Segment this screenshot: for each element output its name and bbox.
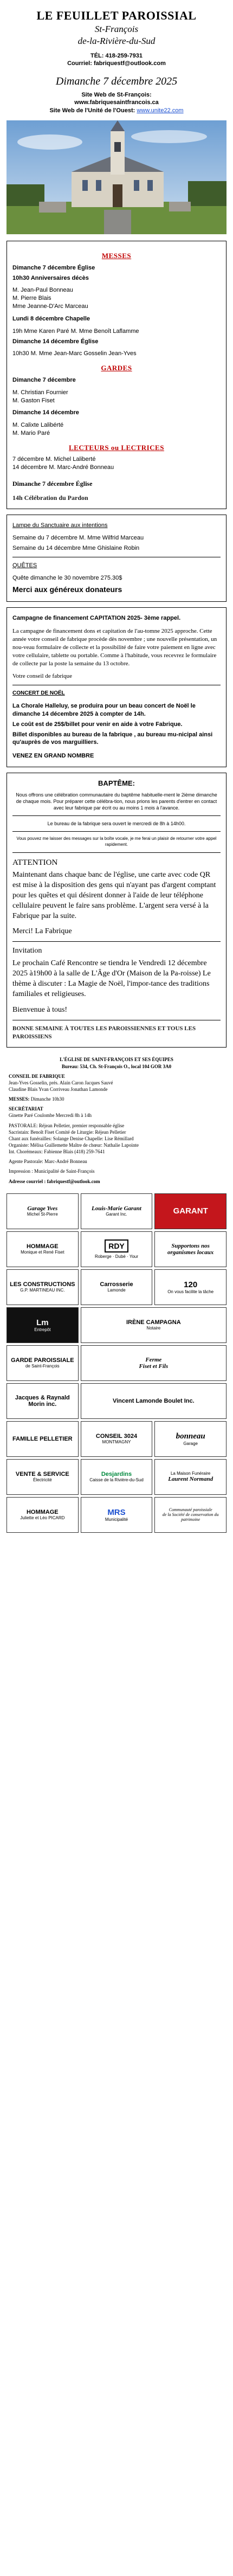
ad-line: de Saint-François	[25, 1364, 60, 1369]
concert-body-4: VENEZ EN GRAND NOMBRE	[12, 753, 94, 760]
bulletin-date: Dimanche 7 décembre 2025	[55, 75, 178, 87]
ad-hommage-fiset[interactable]	[7, 1231, 79, 1267]
quete-line: Quête dimanche le 30 novembre 275.30$	[12, 574, 122, 581]
capitation-box	[7, 607, 226, 767]
web-label: Site Web de St-François:	[81, 91, 152, 98]
ad-title: Vincent Lamonde Boulet Inc.	[112, 1397, 195, 1404]
ad-120[interactable]	[154, 1269, 226, 1305]
ad-title: Supportons nos	[171, 1242, 210, 1249]
messes-info-label: MESSES:	[9, 1096, 30, 1102]
ad-hommage-picard[interactable]	[7, 1497, 79, 1533]
invite-title: Invitation	[12, 947, 42, 955]
conseil-title: CONSEIL DE FABRIQUE	[9, 1073, 65, 1079]
conseil-line: Claudine Blais Yvan Corriveau Jonathan Lamonde	[9, 1086, 108, 1092]
ad-line: de la Société de conservation du patrimoine	[162, 1512, 219, 1523]
secretariat-value: Ginette Paré Coulombe Mercredi 8h à 14h	[9, 1113, 92, 1119]
lecteurs-heading: LECTEURS ou LECTRICES	[69, 443, 164, 452]
ad-title: GARDE PAROISSIALE	[11, 1357, 74, 1364]
messes-line: 10h30 Anniversaires décès	[12, 274, 89, 281]
ad-title: MRS	[107, 1507, 126, 1517]
ad-line: Garage	[183, 1441, 198, 1446]
ad-mrs[interactable]	[81, 1497, 153, 1533]
bulletin-title: LE FEUILLET PAROISSIAL	[36, 9, 197, 22]
lecteurs-line: 14 décembre M. Marc-André Bonneau	[12, 464, 114, 471]
gardes-line: Dimanche 14 décembre	[12, 409, 79, 416]
messes-line: 19h Mme Karen Paré M. Mme Benoît Laflamme	[12, 327, 139, 335]
ad-title: HOMMAGE	[26, 1243, 59, 1250]
invite-welcome: Bienvenue à tous!	[12, 1005, 68, 1014]
messes-line: M. Jean-Paul Bonneau	[12, 287, 73, 294]
bulletin-header	[7, 3, 226, 115]
ad-title: Lm	[36, 1318, 49, 1327]
ad-line: G.P. MARTINEAU INC.	[20, 1288, 65, 1293]
email-row	[7, 60, 226, 67]
secretariat-label: SECRÉTARIAT	[9, 1106, 43, 1112]
pardon-title: Dimanche 7 décembre Église	[12, 480, 93, 488]
voicemail-note: Vous pouvez me laisser des messages sur la boîte vocale, je me ferai un plaisir de retourner votre appel rapidement.	[16, 836, 217, 847]
ad-supportons[interactable]	[154, 1231, 226, 1267]
chant-line: Chant aux funérailles: Solange Denise Chapelle: Lise Rémillard	[9, 1135, 134, 1141]
gardes-line: M. Mario Paré	[12, 430, 50, 437]
ad-desjardins[interactable]	[81, 1459, 153, 1495]
divider	[12, 941, 221, 942]
messes-line: Lundi 8 décembre Chapelle	[12, 315, 90, 322]
ad-garant[interactable]	[154, 1193, 226, 1229]
unite-link[interactable]: www.unite22.com	[137, 107, 184, 114]
team-title-2: Bureau: 534, Ch. St-François O., local 104 GOR 3A0	[61, 1063, 172, 1069]
ad-line: Garant Inc.	[106, 1212, 127, 1217]
concert-body-1: La Chorale Halleluy, se produira pour un beau concert de Noël le dimanche 14 décembre 2025 à compter de 14h.	[12, 703, 196, 717]
ad-line: Lamonde	[107, 1288, 126, 1293]
ad-title: IRÈNE CAMPAGNA	[126, 1319, 181, 1326]
lampe-line: Semaine du 14 décembre Mme Ghislaine Robin	[12, 545, 140, 552]
gardes-line: M. Gaston Fiset	[12, 397, 55, 404]
web-url[interactable]: www.fabriquesaintfrancois.ca	[74, 99, 159, 106]
messes-box	[7, 241, 226, 509]
church-photo	[7, 120, 226, 234]
sponsor-ads	[7, 1193, 226, 1533]
ad-line: Électricité	[33, 1477, 52, 1483]
ad-title: bonneau	[176, 1431, 205, 1441]
email-address[interactable]: fabriquestf@outlook.com	[93, 60, 166, 67]
ad-conseil-3024[interactable]	[81, 1421, 153, 1457]
messes-info	[9, 1096, 224, 1102]
parish-team	[7, 1053, 226, 1187]
email-line: Adresse courriel : fabriquestf@outlook.com	[9, 1178, 100, 1184]
ad-title: VENTE & SERVICE	[15, 1471, 69, 1478]
office-hours: Le bureau de la fabrique sera ouvert le mercredi de 8h à 14h00.	[47, 821, 186, 827]
ad-line: Caisse de la Rivière-du-Sud	[89, 1477, 144, 1483]
divider	[12, 831, 221, 832]
bapteme-body: Nous offrons une célébration communautaire du baptême habituelle-ment le 2ième dimanche de chaque mois. Pour préparer cette célébra-tion, nous prions les parents d'entrer en contact avec leur fabrique par écrit ou au moins 1 mois à l'avance.	[16, 792, 217, 811]
messes-line: Dimanche 14 décembre Église	[12, 338, 99, 345]
contact-block	[7, 52, 226, 68]
ad-title: Garage Yves	[27, 1205, 58, 1212]
conseil-line: Jean-Yves Gosselin, prés. Alain Caron Jacques Sauvé	[9, 1080, 113, 1085]
ad-vincent-lamonde[interactable]	[81, 1383, 226, 1419]
messes-line: Mme Jeanne-D'Arc Marceau	[12, 303, 88, 310]
ad-famille-pelletier[interactable]	[7, 1421, 79, 1457]
team-title-1: L'ÉGLISE DE SAINT-FRANÇOIS ET SES ÉQUIPES	[60, 1057, 173, 1063]
divider	[12, 815, 221, 816]
ad-line: Municipalité	[105, 1517, 128, 1522]
pastoral-line: PASTORALE: Réjean Pelletier, premier responsable église	[9, 1122, 125, 1128]
attention-body: Maintenant dans chaque banc de l'église, une carte avec code QR est mise à la disposition des gens qui n'ayant pas d'argent comptant pour les quêtes et qui désirent donner à l'aide de leur téléphone cellulaire peuvent le faire sans problème. L'argent sera versé à la Fabrique par la suite.	[12, 871, 216, 920]
agent-line: Agente Pastorale: Marc-André Bonneau	[9, 1159, 87, 1165]
ad-carrosserie[interactable]	[81, 1269, 153, 1305]
ad-line: Entrepôt	[34, 1327, 51, 1332]
capitation-title: Campagne de financement CAPITATION 2025- 3ème rappel.	[12, 614, 181, 621]
messes-info-value: Dimanche 10h30	[30, 1096, 64, 1102]
ad-line: Fiset et Fils	[139, 1363, 169, 1370]
ad-title: Carrosserie	[100, 1281, 133, 1288]
ad-maison-funeraire[interactable]	[154, 1459, 226, 1495]
quetes-label: QUÊTES	[12, 562, 37, 569]
sacristain-line: Sacristain: Benoît Fiset Comité de Liturgie: Réjean Pelletier	[9, 1129, 126, 1135]
ad-martineau[interactable]	[7, 1269, 79, 1305]
unite-row	[7, 107, 226, 115]
ad-line: On vous facilite la tâche	[167, 1289, 214, 1294]
parish-name-line1: St-François	[94, 24, 139, 34]
ad-rdy[interactable]	[81, 1231, 153, 1267]
ad-garage-yves[interactable]	[7, 1193, 79, 1229]
ad-title: HOMMAGE	[26, 1509, 59, 1516]
ad-title: Desjardins	[101, 1471, 132, 1478]
concert-body-3: Billet disponibles au bureau de la fabrique , au bureau mu-nicipal ainsi qu'auprès de vos marguilliers.	[12, 731, 213, 746]
ad-campagna[interactable]	[81, 1307, 226, 1343]
ad-line: Michel St-Pierre	[27, 1212, 58, 1217]
ad-line: Laurent Normand	[168, 1476, 213, 1483]
ad-title: 120	[184, 1280, 198, 1289]
ad-title: CONSEIL 3024	[95, 1433, 138, 1440]
lecteurs-line: 7 décembre M. Michel Laliberté	[12, 456, 96, 463]
phone-number: TÉL: 418-259-7931	[90, 53, 143, 59]
attention-thanks: Merci! La Fabrique	[12, 927, 72, 936]
ad-title: FAMILLE PELLETIER	[12, 1435, 73, 1442]
gardes-line: M. Calixte Lalibérté	[12, 422, 64, 429]
ad-line: Notaire	[146, 1326, 161, 1331]
ad-line: Roberge · Dubé · Your	[94, 1254, 139, 1259]
ad-line: MONTMAGNY	[102, 1440, 131, 1445]
ad-title: Jacques & Raynald Morin inc.	[15, 1394, 70, 1408]
ad-title: Louis-Marie Garant	[91, 1205, 141, 1212]
ad-title: La Maison Funéraire	[170, 1471, 211, 1476]
attention-title: ATTENTION	[12, 858, 58, 867]
chorale-line: Int. Chorémeaux: Fabienne Blais (418) 259-7641	[9, 1149, 105, 1155]
gardes-line: Dimanche 7 décembre	[12, 376, 76, 383]
ad-morin[interactable]	[7, 1383, 79, 1419]
imprimerie-line: Impression : Municipalité de Saint-François	[9, 1168, 95, 1174]
concert-body-2: Le coût est de 25$/billet pour venir en aide à votre Fabrique.	[12, 721, 183, 728]
unite-label: Site Web de l'Unité de l'Ouest:	[49, 107, 135, 114]
messes-line: 10h30 M. Mme Jean-Marc Gosselin Jean-Yves	[12, 350, 137, 357]
messes-line: Dimanche 7 décembre Église	[12, 264, 95, 271]
lampe-line: Semaine du 7 décembre M. Mme Wilfrid Marceau	[12, 535, 144, 542]
ad-title: Ferme	[145, 1356, 162, 1363]
ad-title: GARANT	[173, 1206, 208, 1216]
lampe-box	[7, 515, 226, 601]
ad-louis-marie-garant[interactable]	[81, 1193, 153, 1229]
lampe-title: Lampe du Sanctuaire aux intentions	[12, 522, 108, 529]
concert-title: CONCERT DE NOËL	[12, 690, 65, 696]
capitation-closing: Votre conseil de fabrique	[12, 672, 73, 679]
messes-heading: MESSES	[101, 252, 132, 260]
ad-title: LES CONSTRUCTIONS	[10, 1281, 75, 1288]
ad-ferme-fiset[interactable]	[81, 1345, 226, 1381]
websites	[7, 91, 226, 115]
gardes-line: M. Christian Fournier	[12, 389, 68, 396]
invite-body: Le prochain Café Rencontre se tiendra le Vendredi 12 décembre 2025 à19h00 à la salle de L'Âge d'Or (Maison de la Pa-roisse) Le thème à discuter : La Magie de Noël, l'impor-tance des traditions familiales et religieuses.	[12, 959, 211, 998]
pardon-sub: 14h Célébration du Pardon	[12, 494, 88, 502]
email-label: Courriel:	[67, 60, 92, 67]
ad-communaute[interactable]	[154, 1497, 226, 1533]
parish-name-line2: de-la-Rivière-du-Sud	[77, 36, 156, 46]
ad-garde-paroissiale[interactable]	[7, 1345, 79, 1381]
ad-bonneau[interactable]	[154, 1421, 226, 1457]
capitation-body: La campagne de financement dons et capitation de l'au-tomne 2025 approche. Cette année votre conseil de fabrique procède dès novembre ; une nouvelle présentation, un nou-veau formulaire de collecte et la possibilité de faire votre paiement en ligne avec votre cellulaire, tablette ou portable. Comme à l'habitude, vous recevrez le formulaire de collecte par la poste la semaine du 13 octobre.	[12, 628, 217, 667]
ad-line: organismes locaux	[167, 1249, 214, 1256]
bapteme-box	[7, 773, 226, 1048]
ad-vente-service[interactable]	[7, 1459, 79, 1495]
messes-line: M. Pierre Blais	[12, 295, 51, 302]
bapteme-title: BAPTÊME:	[98, 779, 135, 788]
thanks-donors: Merci aux généreux donateurs	[12, 584, 122, 594]
bonne-semaine: BONNE SEMAINE À TOUTES LES PAROISSIENNES ET TOUS LES PAROISSIENS	[12, 1025, 196, 1040]
organiste-line: Organiste: Mélisa Guillemette Maître de chœur: Nathalie Lapointe	[9, 1142, 139, 1148]
ad-lm[interactable]	[7, 1307, 79, 1343]
ad-line: Juliette et Léo PICARD	[20, 1515, 65, 1521]
ad-title: Communauté paroissiale	[169, 1507, 212, 1513]
ad-line: Monique et René Fiset	[21, 1250, 64, 1255]
ad-title: RDY	[105, 1239, 128, 1252]
divider	[12, 852, 221, 853]
gardes-heading: GARDES	[101, 364, 132, 372]
